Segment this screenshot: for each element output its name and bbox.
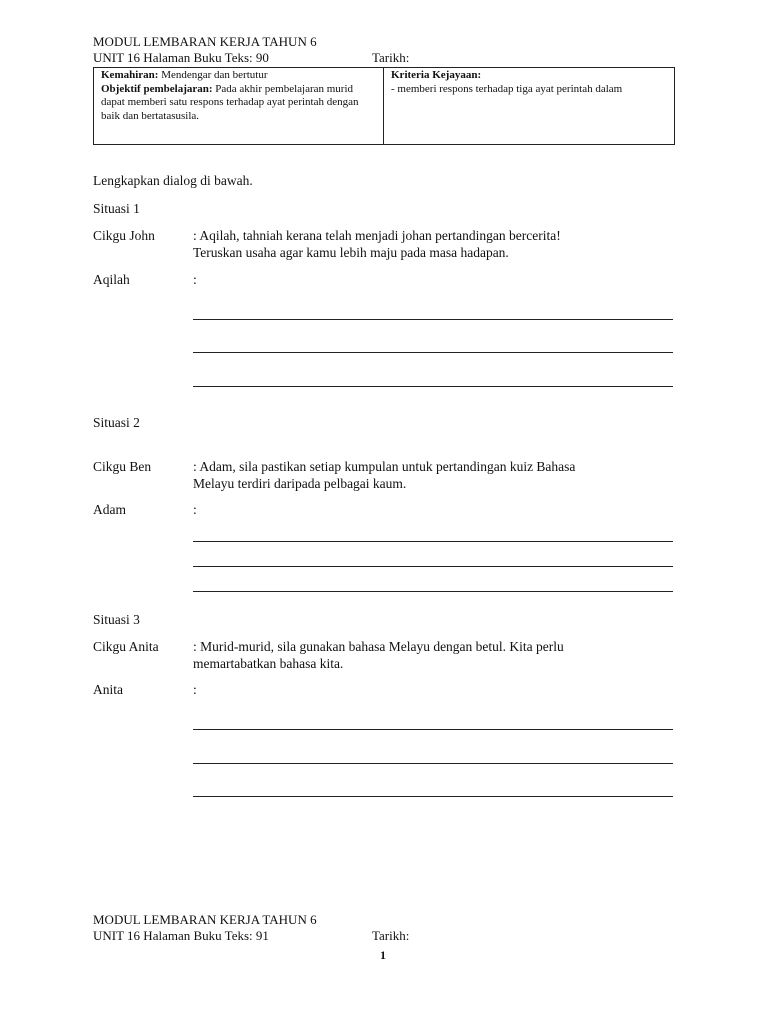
answer-line[interactable] xyxy=(193,591,673,592)
header-unit: UNIT 16 Halaman Buku Teks: 90 xyxy=(93,50,269,65)
situation-3-speaker-student: Anita xyxy=(93,682,123,697)
header-tarikh: Tarikh: xyxy=(372,50,410,65)
situation-1-line-2: Teruskan usaha agar kamu lebih maju pada masa hadapan. xyxy=(193,245,509,260)
objektif-row xyxy=(101,83,376,124)
footer-title: MODUL LEMBARAN KERJA TAHUN 6 xyxy=(93,912,317,927)
footer-tarikh: Tarikh: xyxy=(372,928,410,943)
situation-1-line-1: : Aqilah, tahniah kerana telah menjadi johan pertandingan bercerita! xyxy=(193,228,561,243)
objektif-label: Objektif pembelajaran: xyxy=(101,82,213,95)
situation-2-line-2: Melayu terdiri daripada pelbagai kaum. xyxy=(193,476,407,491)
situation-3-speaker-teacher: Cikgu Anita xyxy=(93,639,159,654)
situation-3-colon: : xyxy=(193,682,197,697)
situation-1-speaker-student: Aqilah xyxy=(93,272,130,287)
situation-3-line-1: : Murid-murid, sila gunakan bahasa Melayu dengan betul. Kita perlu xyxy=(193,639,564,654)
info-box-right xyxy=(384,68,674,144)
kemahiran-text: Mendengar dan bertutur xyxy=(158,69,268,81)
situation-2-title: Situasi 2 xyxy=(93,415,140,430)
objektif-text: Pada akhir pembelajaran murid dapat memberi satu respons terhadap ayat perintah dengan baik dan bertatasusila. xyxy=(101,82,359,122)
info-box-left xyxy=(94,68,384,144)
situation-3-title: Situasi 3 xyxy=(93,612,140,627)
answer-line[interactable] xyxy=(193,386,673,387)
kemahiran-row xyxy=(101,69,376,83)
situation-1-title: Situasi 1 xyxy=(93,201,140,216)
answer-line[interactable] xyxy=(193,763,673,764)
answer-line[interactable] xyxy=(193,796,673,797)
instruction: Lengkapkan dialog di bawah. xyxy=(93,173,253,188)
kriteria-text: - memberi respons terhadap tiga ayat perintah dalam xyxy=(391,82,623,95)
situation-1-speaker-teacher: Cikgu John xyxy=(93,228,155,243)
answer-line[interactable] xyxy=(193,566,673,567)
situation-3-line-2: memartabatkan bahasa kita. xyxy=(193,656,344,671)
situation-2-speaker-teacher: Cikgu Ben xyxy=(93,459,152,474)
page-number: 1 xyxy=(380,948,386,962)
header-title: MODUL LEMBARAN KERJA TAHUN 6 xyxy=(93,34,317,49)
situation-2-line-1: : Adam, sila pastikan setiap kumpulan untuk pertandingan kuiz Bahasa xyxy=(193,459,576,474)
answer-line[interactable] xyxy=(193,541,673,542)
situation-2-speaker-student: Adam xyxy=(93,502,126,517)
situation-2-colon: : xyxy=(193,502,197,517)
footer-unit: UNIT 16 Halaman Buku Teks: 91 xyxy=(93,928,269,943)
answer-line[interactable] xyxy=(193,319,673,320)
situation-1-colon: : xyxy=(193,272,197,287)
kemahiran-label: Kemahiran: xyxy=(101,69,159,81)
kriteria-label: Kriteria Kejayaan: xyxy=(391,69,482,81)
info-box xyxy=(93,67,675,145)
answer-line[interactable] xyxy=(193,729,673,730)
answer-line[interactable] xyxy=(193,352,673,353)
